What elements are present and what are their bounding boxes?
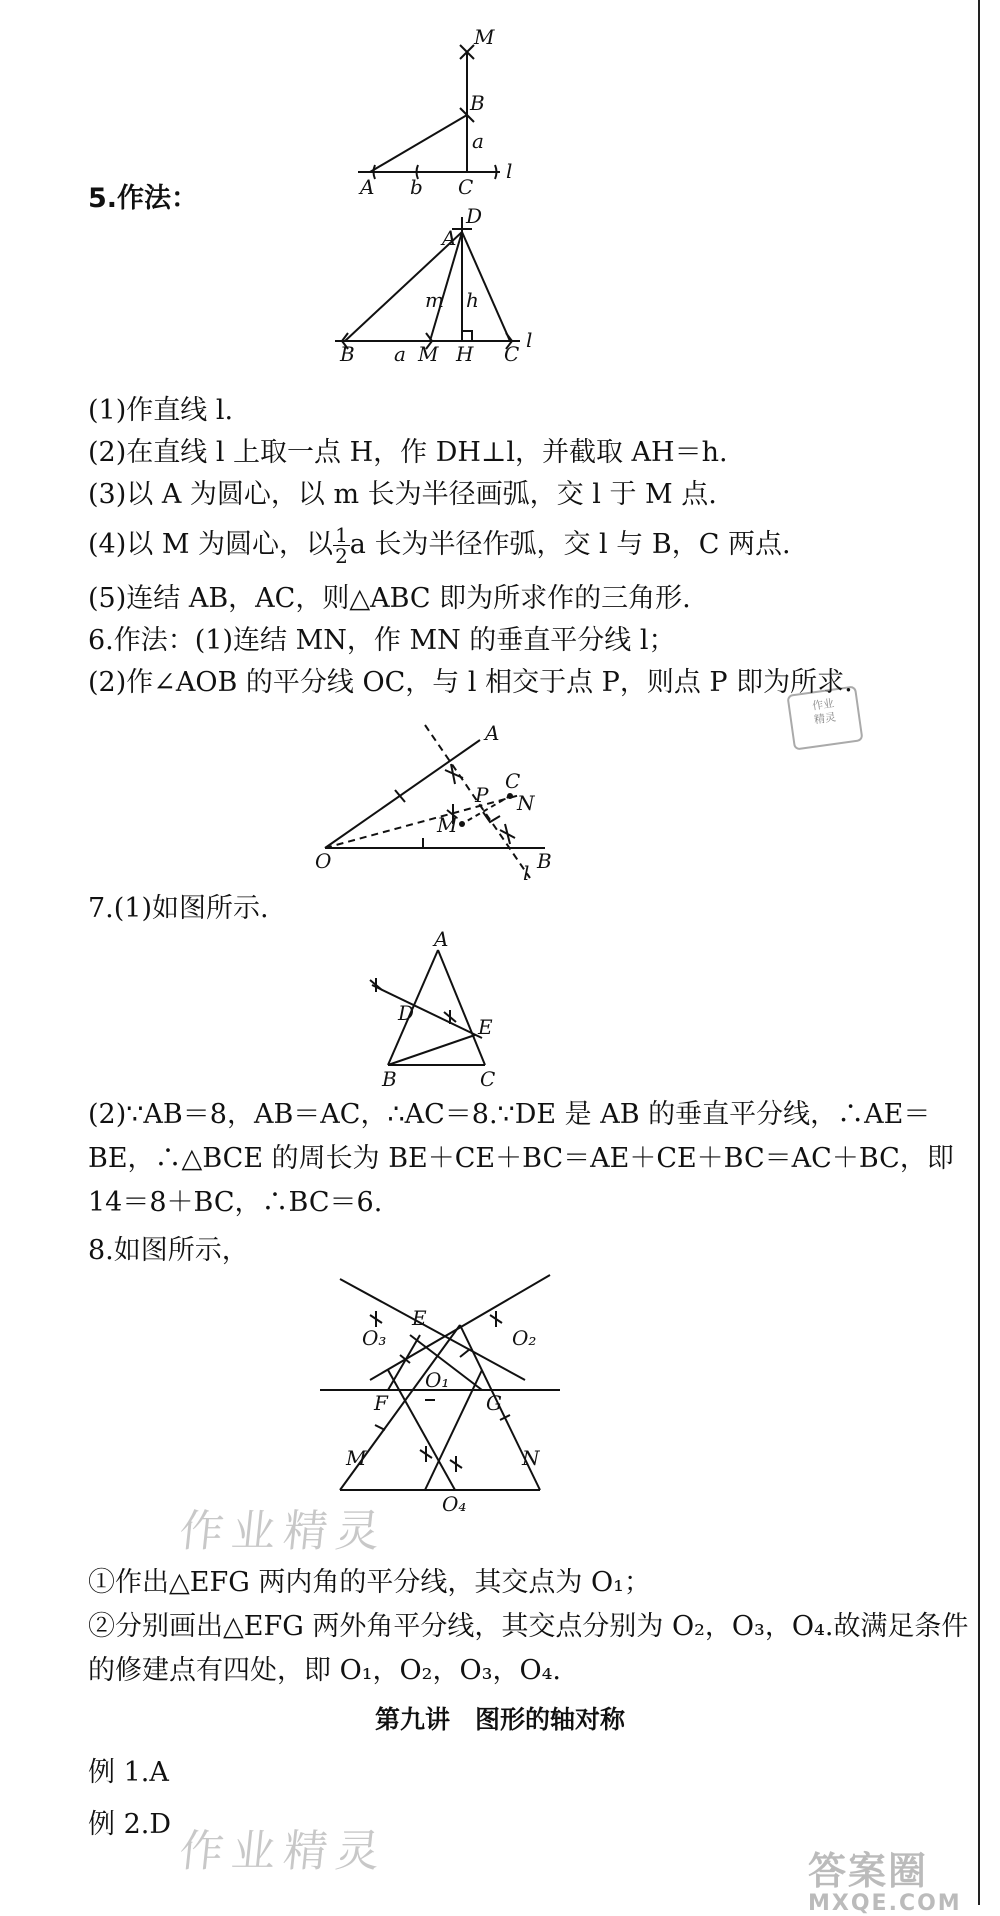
page-edge-rule — [978, 0, 980, 1905]
watermark-stamp: 作业 精灵 — [786, 685, 863, 750]
label-A: A — [485, 721, 500, 745]
label-C: C — [505, 769, 521, 793]
q7-line1: 7.(1)如图所示. — [88, 893, 269, 924]
label-m: m — [425, 288, 444, 312]
label-B: B — [382, 1067, 397, 1090]
label-M: M — [437, 813, 458, 837]
q6-line2: (2)作∠AOB 的平分线 OC，与 l 相交于点 P，则点 P 即为所求. — [88, 667, 853, 698]
label-C: C — [480, 1067, 496, 1090]
label-E: E — [412, 1306, 427, 1330]
label-C: C — [504, 342, 520, 366]
label-E: E — [478, 1015, 493, 1039]
q8-line1: 8.如图所示， — [88, 1235, 249, 1266]
figure-q8-bisectors — [300, 1265, 580, 1515]
label-M: M — [418, 342, 439, 366]
q7-line3: BE，∴△BCE 的周长为 BE＋CE＋BC＝AE＋CE＋BC＝AC＋BC，即 — [88, 1143, 954, 1174]
example-2: 例 2.D — [88, 1809, 171, 1840]
q6-line1: 6.作法：(1)连结 MN，作 MN 的垂直平分线 l； — [88, 625, 676, 656]
label-O: O — [315, 849, 332, 873]
label-B: B — [537, 849, 552, 873]
label-l: l — [526, 328, 533, 352]
watermark-text-2: 作业精灵 — [176, 1826, 391, 1877]
watermark-text-1: 作业精灵 — [176, 1506, 391, 1557]
fraction-half: $\frac{1}{2}$ — [335, 523, 348, 568]
q8-line3: ②分别画出△EFG 两外角平分线，其交点分别为 O₂，O₃，O₄.故满足条件 — [88, 1611, 969, 1642]
figure-q5-construction — [330, 205, 550, 375]
label-b: b — [410, 175, 423, 199]
label-N: N — [522, 1446, 540, 1470]
label-H: H — [456, 342, 474, 366]
figure-q7-triangle — [360, 930, 520, 1090]
q5-title: 5.作法： — [88, 183, 199, 214]
q7-line2: (2)∵AB＝8，AB＝AC，∴AC＝8.∵DE 是 AB 的垂直平分线，∴AE＝ — [88, 1099, 931, 1130]
label-G: G — [486, 1391, 502, 1415]
label-D: D — [466, 205, 483, 228]
label-l: l — [523, 861, 530, 880]
label-l: l — [506, 159, 513, 183]
example-1: 例 1.A — [88, 1757, 169, 1788]
label-a: a — [472, 129, 484, 153]
label-O1: O₁ — [425, 1368, 450, 1392]
label-D: D — [398, 1001, 415, 1025]
label-h: h — [466, 288, 479, 312]
figure-q6-construction — [305, 700, 575, 880]
label-B: B — [340, 342, 355, 366]
q5-step5: (5)连结 AB，AC，则△ABC 即为所求作的三角形. — [88, 583, 691, 614]
q8-line2: ①作出△EFG 两内角的平分线，其交点为 O₁； — [88, 1567, 651, 1598]
site-logo: 答案圈 MXQE.COM — [808, 1849, 962, 1916]
label-C: C — [458, 175, 474, 199]
label-O4: O₄ — [442, 1492, 467, 1515]
figure-right-triangle — [350, 20, 530, 200]
section-heading: 第九讲 图形的轴对称 — [374, 1705, 625, 1734]
label-P: P — [475, 783, 489, 807]
label-O2: O₂ — [512, 1326, 537, 1350]
label-B: B — [470, 91, 485, 115]
q5-step4: (4)以 M 为圆心，以 $\frac{1}{2}$ a 长为半径作弧，交 l 与 B，C 两点. — [88, 523, 791, 568]
label-M: M — [474, 25, 495, 49]
q5-step2: (2)在直线 l 上取一点 H，作 DH⊥l，并截取 AH＝h. — [88, 437, 728, 468]
label-a: a — [394, 342, 406, 366]
q5-step3: (3)以 A 为圆心，以 m 长为半径画弧，交 l 于 M 点. — [88, 479, 717, 510]
label-A: A — [434, 930, 449, 951]
label-A: A — [360, 175, 375, 199]
label-N: N — [517, 791, 535, 815]
label-F: F — [374, 1391, 388, 1415]
q8-line4: 的修建点有四处，即 O₁，O₂，O₃，O₄. — [88, 1655, 562, 1686]
q7-line4: 14＝8＋BC，∴BC＝6. — [88, 1187, 383, 1218]
label-A: A — [442, 226, 457, 250]
q5-step1: (1)作直线 l. — [88, 395, 234, 426]
label-M: M — [346, 1446, 367, 1470]
label-O3: O₃ — [362, 1326, 387, 1350]
